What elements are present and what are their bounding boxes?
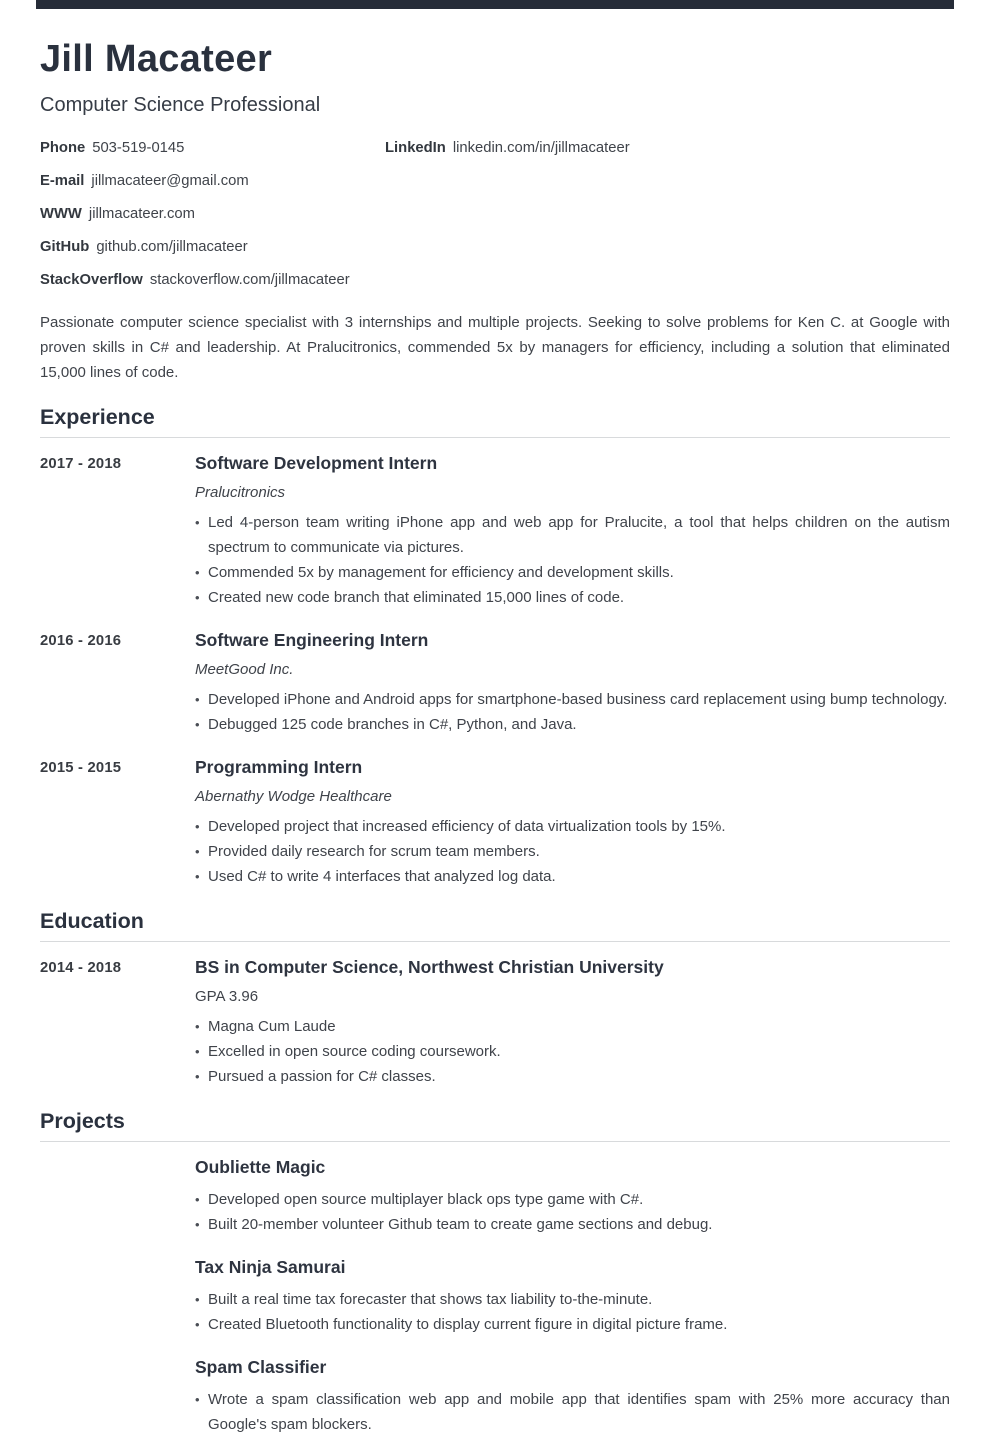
bullet-item (195, 510, 950, 560)
contact-row-stackoverflow (40, 264, 385, 297)
bullet-icon (195, 510, 200, 535)
project-title: Spam Classifier (195, 1356, 327, 1377)
bullet-icon (195, 560, 200, 585)
entry-gpa: GPA 3.96 (195, 987, 259, 1005)
entry-body (195, 1257, 950, 1337)
bullet-list (195, 1387, 950, 1437)
contact-value-www: jillmacateer.com (88, 205, 195, 222)
bullet-item (195, 1014, 950, 1039)
bullet-icon (195, 585, 200, 610)
section-heading-experience: Experience (40, 405, 950, 438)
bullet-text: Developed iPhone and Android apps for smartphone-based business card replacement using bump technology. (208, 690, 948, 708)
entry-title: Programming Intern (195, 756, 363, 777)
contact-label-phone: Phone (40, 139, 86, 156)
contact-label-email: E-mail (40, 172, 85, 189)
bullet-icon (195, 1212, 200, 1237)
entry-dates: 2016 - 2016 (40, 632, 122, 649)
bullet-icon (195, 1187, 200, 1212)
section-heading-projects: Projects (40, 1109, 950, 1142)
section-heading-education: Education (40, 909, 950, 942)
bullet-item (195, 864, 950, 889)
project-entry (40, 1357, 950, 1437)
bullet-text: Developed open source multiplayer black ops type game with C#. (208, 1190, 644, 1208)
bullet-text: Developed project that increased efficiency of data virtualization tools by 15%. (208, 817, 726, 835)
contact-column-right (385, 132, 950, 297)
summary-paragraph: Passionate computer science specialist with 3 internships and multiple projects. Seeking to solve problems for Ken C. at Google with proven skills in C# and leadership. At Pralucitronics, commended 5x by managers for efficiency, including a solution that eliminated 15,000 lines of code. (40, 313, 950, 381)
bullet-icon (195, 1064, 200, 1089)
entry-company: Abernathy Wodge Healthcare (195, 787, 392, 805)
bullet-item (195, 1039, 950, 1064)
bullet-list (195, 1187, 950, 1237)
entry-dates: 2015 - 2015 (40, 759, 122, 776)
bullet-item (195, 560, 950, 585)
page-top-accent-bar (36, 0, 954, 9)
bullet-item (195, 1387, 950, 1437)
contact-label-github: GitHub (40, 238, 90, 255)
bullet-list (195, 510, 950, 610)
bullet-text: Provided daily research for scrum team members. (208, 842, 540, 860)
education-entries (40, 942, 950, 1089)
entry-title: BS in Computer Science, Northwest Christian University (195, 956, 664, 977)
bullet-item (195, 1312, 950, 1337)
bullet-item (195, 1064, 950, 1089)
bullet-item (195, 1187, 950, 1212)
entry-body (195, 453, 950, 610)
bullet-list (195, 1014, 950, 1089)
bullet-icon (195, 1014, 200, 1039)
bullet-list (195, 814, 950, 889)
contact-row-github (40, 231, 385, 264)
bullet-text: Excelled in open source coding coursework. (208, 1042, 501, 1060)
contact-label-linkedin: LinkedIn (385, 139, 446, 156)
bullet-text: Commended 5x by management for efficiency and development skills. (208, 563, 674, 581)
entry-body (195, 1157, 950, 1237)
contact-block (40, 132, 950, 297)
bullet-item (195, 1287, 950, 1312)
experience-entries (40, 438, 950, 889)
contact-row-email (40, 165, 385, 198)
entry-dates-empty (40, 1157, 195, 1237)
experience-entry (40, 630, 950, 737)
entry-body (195, 1357, 950, 1437)
entry-dates: 2017 - 2018 (40, 455, 122, 472)
bullet-icon (195, 1387, 200, 1412)
project-title: Oubliette Magic (195, 1156, 326, 1177)
bullet-list (195, 687, 950, 737)
experience-entry (40, 757, 950, 889)
bullet-item (195, 585, 950, 610)
contact-row-www (40, 198, 385, 231)
bullet-icon (195, 1039, 200, 1064)
entry-dates: 2014 - 2018 (40, 959, 122, 976)
bullet-icon (195, 839, 200, 864)
entry-body (195, 757, 950, 889)
bullet-item (195, 712, 950, 737)
contact-row-phone (40, 132, 385, 165)
resume-name: Jill Macateer (40, 38, 273, 80)
contact-row-linkedin (385, 132, 950, 165)
entry-company: Pralucitronics (195, 483, 286, 501)
bullet-text: Created Bluetooth functionality to display current figure in digital picture frame. (208, 1315, 728, 1333)
bullet-icon (195, 814, 200, 839)
bullet-item (195, 1212, 950, 1237)
bullet-list (195, 1287, 950, 1337)
bullet-icon (195, 864, 200, 889)
entry-dates-empty (40, 1257, 195, 1337)
bullet-text: Used C# to write 4 interfaces that analyzed log data. (208, 867, 556, 885)
bullet-icon (195, 1287, 200, 1312)
contact-value-stackoverflow: stackoverflow.com/jillmacateer (149, 271, 350, 288)
contact-column-left (40, 132, 385, 297)
bullet-item (195, 839, 950, 864)
bullet-text: Wrote a spam classification web app and mobile app that identifies spam with 25% more accuracy than Google's spam blockers. (208, 1390, 950, 1433)
project-title: Tax Ninja Samurai (195, 1256, 346, 1277)
bullet-text: Led 4-person team writing iPhone app and web app for Pralucite, a tool that helps children on the autism spectrum to communicate via pictures. (208, 513, 950, 556)
contact-value-linkedin: linkedin.com/in/jillmacateer (452, 139, 630, 156)
contact-label-www: WWW (40, 205, 82, 222)
resume-job-title: Computer Science Professional (40, 93, 321, 116)
entry-dates-empty (40, 1357, 195, 1437)
entry-body (195, 957, 950, 1089)
bullet-icon (195, 712, 200, 737)
project-entries (40, 1142, 950, 1437)
education-entry (40, 957, 950, 1089)
project-entry (40, 1257, 950, 1337)
project-entry (40, 1157, 950, 1237)
bullet-text: Built 20-member volunteer Github team to create game sections and debug. (208, 1215, 713, 1233)
experience-entry (40, 453, 950, 610)
entry-title: Software Engineering Intern (195, 629, 429, 650)
entry-company: MeetGood Inc. (195, 660, 294, 678)
bullet-item (195, 687, 950, 712)
bullet-icon (195, 1312, 200, 1337)
bullet-text: Built a real time tax forecaster that shows tax liability to-the-minute. (208, 1290, 653, 1308)
entry-title: Software Development Intern (195, 452, 438, 473)
bullet-text: Pursued a passion for C# classes. (208, 1067, 436, 1085)
bullet-text: Created new code branch that eliminated 15,000 lines of code. (208, 588, 625, 606)
entry-body (195, 630, 950, 737)
bullet-text: Magna Cum Laude (208, 1017, 336, 1035)
contact-value-phone: 503-519-0145 (92, 139, 185, 156)
contact-label-stackoverflow: StackOverflow (40, 271, 143, 288)
contact-value-email: jillmacateer@gmail.com (91, 172, 249, 189)
bullet-icon (195, 687, 200, 712)
bullet-text: Debugged 125 code branches in C#, Python, and Java. (208, 715, 577, 733)
contact-value-github: github.com/jillmacateer (96, 238, 248, 255)
bullet-item (195, 814, 950, 839)
